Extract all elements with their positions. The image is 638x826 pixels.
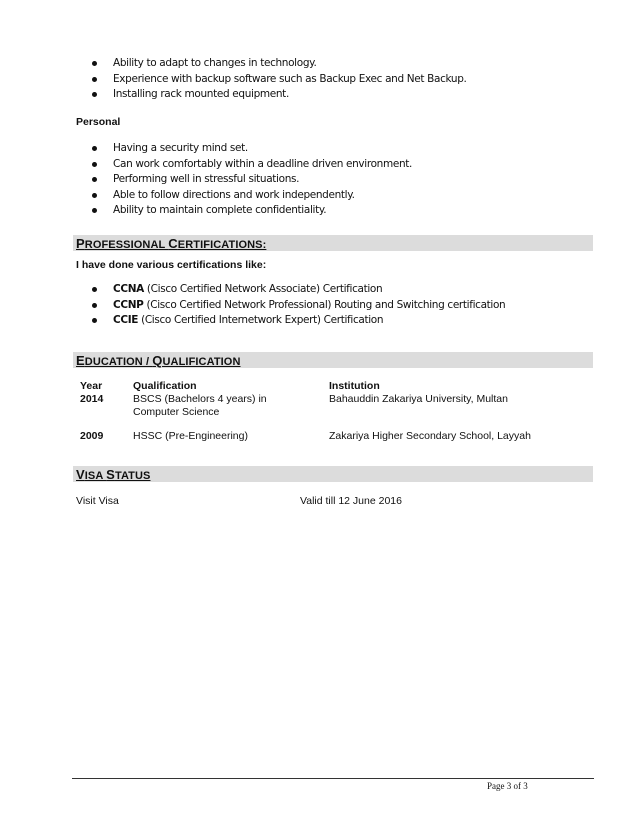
list-item — [0, 282, 505, 298]
certifications-intro: I have done various certifications like: — [76, 259, 267, 271]
list-item: Installing rack mounted equipment. — [0, 87, 467, 103]
cert-code: CCNP — [113, 298, 144, 311]
education-header-year: Year — [80, 380, 103, 392]
section-title: PROFESSIONAL CERTIFICATIONS: — [76, 236, 267, 251]
list-item — [0, 313, 505, 329]
list-item — [0, 298, 505, 314]
education-row-qualification: BSCS (Bachelors 4 years) in Computer Science — [133, 393, 267, 418]
list-item: Able to follow directions and work independently. — [0, 188, 412, 204]
education-row-institution: Zakariya Higher Secondary School, Layyah — [329, 430, 531, 442]
visa-section-header — [73, 466, 593, 482]
skills-list — [0, 56, 467, 103]
visa-validity: Valid till 12 June 2016 — [300, 495, 402, 507]
cert-desc: (Cisco Certified Internetwork Expert) Certification — [138, 314, 384, 326]
education-section-header — [73, 352, 593, 368]
cert-desc: (Cisco Certified Network Associate) Certification — [143, 283, 383, 295]
section-title: EDUCATION / QUALIFICATION — [76, 353, 241, 368]
certifications-list — [0, 282, 505, 329]
education-row-institution: Bahauddin Zakariya University, Multan — [329, 393, 508, 405]
cert-desc: (Cisco Certified Network Professional) Routing and Switching certification — [143, 298, 506, 311]
personal-list — [0, 141, 412, 219]
personal-heading: Personal — [76, 116, 121, 128]
certifications-section-header — [73, 235, 593, 251]
list-item: Having a security mind set. — [0, 141, 412, 157]
list-item: Performing well in stressful situations. — [0, 172, 412, 188]
education-row-year: 2009 — [80, 430, 104, 442]
education-header-qualification: Qualification — [133, 380, 197, 392]
list-item: Can work comfortably within a deadline driven environment. — [0, 157, 412, 173]
list-item: Ability to adapt to changes in technology. — [0, 56, 467, 72]
list-item: Experience with backup software such as Backup Exec and Net Backup. — [0, 72, 467, 88]
page-number: Page 3 of 3 — [487, 781, 528, 791]
education-header-institution: Institution — [329, 380, 380, 392]
cert-code: CCIE — [113, 314, 139, 326]
visa-type: Visit Visa — [76, 495, 119, 507]
section-title: VISA STATUS — [76, 467, 151, 482]
cert-code: CCNA — [113, 283, 144, 295]
education-row-qualification: HSSC (Pre-Engineering) — [133, 430, 248, 442]
footer-divider — [72, 778, 594, 779]
education-row-year: 2014 — [80, 393, 104, 405]
list-item: Ability to maintain complete confidentiality. — [0, 203, 412, 219]
